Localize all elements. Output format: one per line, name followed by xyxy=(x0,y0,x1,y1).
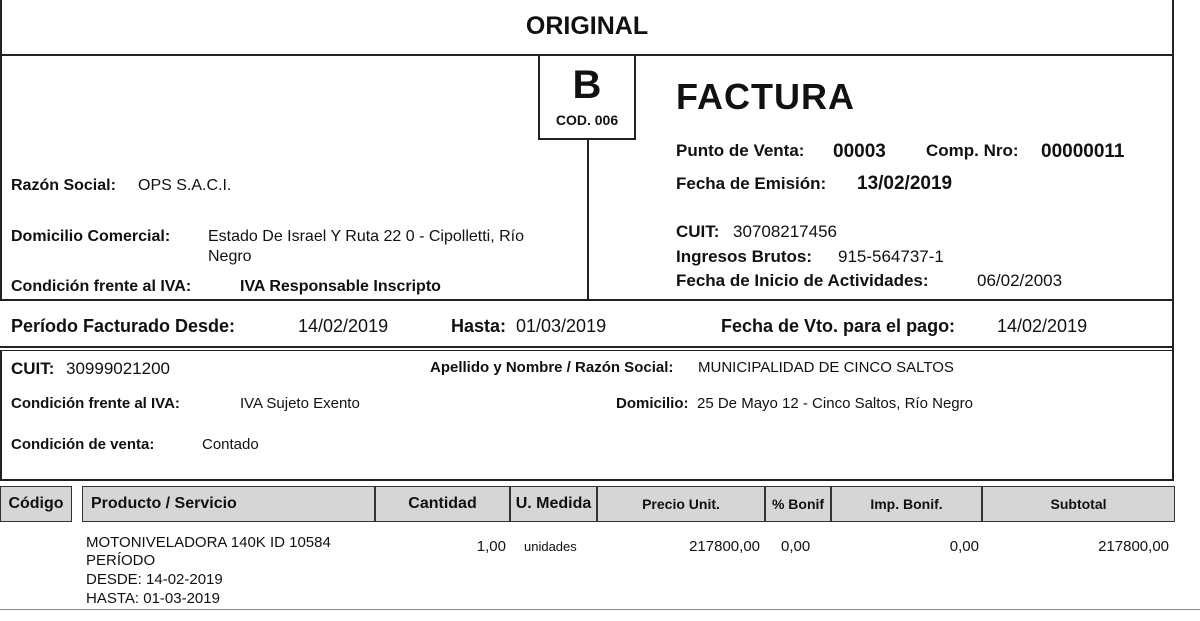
razon-social-value: OPS S.A.C.I. xyxy=(138,177,232,194)
ingresos-brutos-label: Ingresos Brutos: xyxy=(676,247,813,266)
col-header-producto: Producto / Servicio xyxy=(82,486,375,522)
ingresos-brutos-value: 915-564737-1 xyxy=(838,247,944,266)
client-domicilio-label: Domicilio: xyxy=(616,395,689,412)
domicilio-comercial-line1: Estado De Israel Y Ruta 22 0 - Cipolletti, Río xyxy=(208,228,525,245)
col-header-cantidad: Cantidad xyxy=(375,486,510,522)
razon-social-label: Razón Social: xyxy=(11,177,116,194)
invoice-letter-code: COD. 006 xyxy=(555,112,619,128)
row-producto-line: DESDE: 14-02-2019 xyxy=(86,571,223,588)
frame-left-top xyxy=(0,0,2,300)
client-nombre-value: MUNICIPALIDAD DE CINCO SALTOS xyxy=(698,359,954,376)
invoice-letter-box xyxy=(538,54,636,140)
client-iva-label: Condición frente al IVA: xyxy=(11,395,180,412)
row-subtotal: 217800,00 xyxy=(1098,538,1169,555)
client-iva-value: IVA Sujeto Exento xyxy=(240,395,360,412)
col-header-imp-bonif: Imp. Bonif. xyxy=(831,486,982,522)
condicion-venta-label: Condición de venta: xyxy=(11,436,155,453)
client-left-line xyxy=(0,350,2,480)
col-header-precio: Precio Unit. xyxy=(597,486,765,522)
fecha-emision-label: Fecha de Emisión: xyxy=(676,174,827,193)
copy-label: ORIGINAL xyxy=(525,12,649,40)
period-bottom-divider xyxy=(0,346,1174,348)
invoice-letter: B xyxy=(572,63,602,107)
frame-right-top xyxy=(1172,0,1174,480)
client-top-line xyxy=(0,350,1174,351)
col-header-subtotal: Subtotal xyxy=(982,486,1175,522)
client-cuit-value: 30999021200 xyxy=(66,359,171,378)
row-producto-line: PERÍODO xyxy=(86,552,156,569)
comp-nro-label: Comp. Nro: xyxy=(926,141,1019,160)
fecha-emision-value: 13/02/2019 xyxy=(857,173,953,194)
period-desde-label: Período Facturado Desde: xyxy=(11,316,236,336)
client-bottom-divider xyxy=(0,479,1174,481)
period-desde-value: 14/02/2019 xyxy=(298,316,389,336)
doc-type-title: FACTURA xyxy=(676,76,855,117)
punto-venta-value: 00003 xyxy=(833,141,886,162)
client-domicilio-value: 25 De Mayo 12 - Cinco Saltos, Río Negro xyxy=(697,395,973,412)
vencimiento-value: 14/02/2019 xyxy=(997,316,1088,336)
issuer-cuit-label: CUIT: xyxy=(676,222,720,241)
row-producto-line: MOTONIVELADORA 140K ID 10584 xyxy=(86,534,331,551)
col-header-medida: U. Medida xyxy=(510,486,597,522)
center-vertical-divider xyxy=(587,140,589,300)
domicilio-comercial-line2: Negro xyxy=(208,248,252,265)
comp-nro-value: 00000011 xyxy=(1041,141,1125,162)
table-bottom-line xyxy=(0,609,1200,610)
client-nombre-label: Apellido y Nombre / Razón Social: xyxy=(430,359,674,376)
issuer-cuit-value: 30708217456 xyxy=(733,222,838,241)
issuer-bottom-divider xyxy=(0,299,1174,301)
punto-venta-label: Punto de Venta: xyxy=(676,141,805,160)
client-cuit-label: CUIT: xyxy=(11,359,55,378)
row-medida: unidades xyxy=(524,539,577,554)
issuer-iva-value: IVA Responsable Inscripto xyxy=(240,278,441,295)
col-header-bonif: % Bonif xyxy=(765,486,831,522)
row-imp-bonif: 0,00 xyxy=(949,538,979,555)
vencimiento-label: Fecha de Vto. para el pago: xyxy=(721,316,956,336)
col-header-codigo: Código xyxy=(0,486,72,522)
row-bonif: 0,00 xyxy=(781,538,811,555)
condicion-venta-value: Contado xyxy=(202,436,259,453)
issuer-iva-label: Condición frente al IVA: xyxy=(11,278,192,295)
domicilio-comercial-label: Domicilio Comercial: xyxy=(11,228,171,245)
row-precio: 217800,00 xyxy=(689,538,760,555)
row-cantidad: 1,00 xyxy=(476,538,506,555)
period-hasta-value: 01/03/2019 xyxy=(516,316,607,336)
inicio-actividades-value: 06/02/2003 xyxy=(977,271,1063,290)
row-producto-line: HASTA: 01-03-2019 xyxy=(86,590,220,607)
period-hasta-label: Hasta: xyxy=(451,316,507,336)
inicio-actividades-label: Fecha de Inicio de Actividades: xyxy=(676,271,929,290)
